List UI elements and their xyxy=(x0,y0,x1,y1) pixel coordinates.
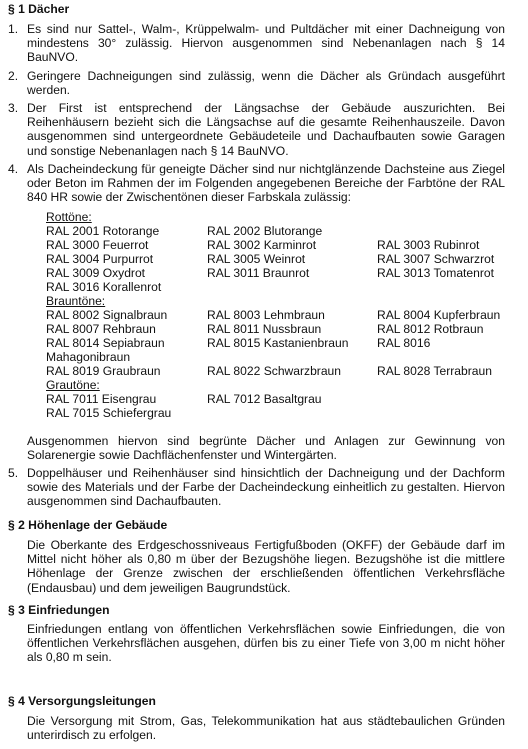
item-1-text: Es sind nur Sattel-, Walm-, Krüppelwalm- und Pultdächer mit einer Dachneigung von mindestens 30° zulässig. Hiervon ausgenommen sind Nebenanlagen nach § 14 BauNVO. xyxy=(27,22,505,65)
item-4-note: Ausgenommen hiervon sind begrünte Dächer und Anlagen zur Gewinnung von Solarenergie sowie Dachflächenfenster und Wintergärten. xyxy=(27,434,505,463)
color-entry: RAL 7012 Basaltgrau xyxy=(207,392,322,406)
item-3-text: Der First ist entsprechend der Längsachse der Gebäude auszurichten. Bei Reihenhäusern bezieht sich die Längsachse auf die gesamte Reihenhauszeile. Davon ausgenommen sind untergeordnete Gebäudeteile und Dachaufbauten sowie Garagen und sonstige Nebenanlagen nach § 14 BauNVO. xyxy=(27,101,505,158)
item-4-text: Als Dacheindeckung für geneigte Dächer sind nur nichtglänzende Dachsteine aus Ziegel oder Beton im Rahmen der im Folgenden angegebenen Bereiche der Farbtöne der RAL 840 HR sowie der Zwischentönen dieser Farbskala zulässig: xyxy=(27,162,505,205)
color-entry: RAL 7011 Eisengrau xyxy=(46,392,157,406)
color-entry: RAL 8007 Rehbraun xyxy=(46,322,156,336)
item-4-number: 4. xyxy=(8,162,19,176)
brown-tones-label: Brauntöne: xyxy=(46,294,106,308)
color-entry: RAL 8002 Signalbraun xyxy=(46,308,168,322)
red-tones-label: Rottöne: xyxy=(46,210,92,224)
grey-tones-label: Grautöne: xyxy=(46,378,100,392)
item-2-number: 2. xyxy=(8,69,19,83)
color-entry: RAL 8012 Rotbraun xyxy=(377,322,484,336)
color-entry: RAL 8004 Kupferbraun xyxy=(377,308,501,322)
color-entry: RAL 8003 Lehmbraun xyxy=(207,308,325,322)
color-entry: RAL 2001 Rotorange xyxy=(46,224,160,238)
color-entry: RAL 8016 xyxy=(377,336,431,350)
color-entry: RAL 8028 Terrabraun xyxy=(377,364,492,378)
color-entry: RAL 3016 Korallenrot xyxy=(46,280,162,294)
color-entry: RAL 8011 Nussbraun xyxy=(207,322,322,336)
section-4-text: Die Versorgung mit Strom, Gas, Telekommunikation hat aus städtebaulichen Gründen unterirdisch zu erfolgen. xyxy=(27,714,505,743)
section-4-heading: § 4 Versorgungsleitungen xyxy=(8,694,156,708)
color-entry: RAL 3007 Schwarzrot xyxy=(377,252,495,266)
section-2-heading: § 2 Höhenlage der Gebäude xyxy=(8,518,168,532)
color-entry: RAL 8014 Sepiabraun xyxy=(46,336,165,350)
section-3-heading: § 3 Einfriedungen xyxy=(8,603,110,617)
color-entry: RAL 3011 Braunrot xyxy=(207,266,310,280)
color-entry: RAL 3003 Rubinrot xyxy=(377,238,480,252)
color-entry: RAL 3004 Purpurrot xyxy=(46,252,154,266)
color-entry: RAL 2002 Blutorange xyxy=(207,224,323,238)
section-1-heading: § 1 Dächer xyxy=(8,2,70,16)
color-entry: Mahagonibraun xyxy=(46,350,131,364)
color-entry: RAL 8022 Schwarzbraun xyxy=(207,364,342,378)
color-entry: RAL 8019 Graubraun xyxy=(46,364,161,378)
color-entry: RAL 3005 Weinrot xyxy=(207,252,306,266)
item-2-text: Geringere Dachneigungen sind zulässig, wenn die Dächer als Gründach ausgeführt werden. xyxy=(27,69,505,98)
item-5-number: 5. xyxy=(8,466,19,480)
color-entry: RAL 3013 Tomatenrot xyxy=(377,266,494,280)
color-entry: RAL 8015 Kastanienbraun xyxy=(207,336,349,350)
section-3-text: Einfriedungen entlang von öffentlichen Verkehrsflächen sowie Einfriedungen, die von öffentlichen Verkehrsflächen ausgehen, dürfen bis zu einer Tiefe von 3,00 m nicht höher als 0,80 m sein. xyxy=(27,622,505,665)
color-entry: RAL 7015 Schiefergrau xyxy=(46,406,172,420)
item-5-text: Doppelhäuser und Reihenhäuser sind hinsichtlich der Dachneigung und der Dachform sowie des Materials und der Farbe der Dacheindeckung einheitlich zu gestalten. Hiervon ausgenommen sind Dachaufbauten. xyxy=(27,466,505,509)
color-entry: RAL 3002 Karminrot xyxy=(207,238,317,252)
section-2-text: Die Oberkante des Erdgeschossniveaus Fertigfußboden (OKFF) der Gebäude darf im Mittel nicht höher als 0,80 m über der Bezugshöhe liegen. Bezugshöhe ist die mittlere Höhenlage der Grenze zwischen der erschließenden öffentlichen Verkehrsfläche (Endausbau) und dem jeweiligen Baugrundstück. xyxy=(27,538,505,595)
color-entry: RAL 3009 Oxydrot xyxy=(46,266,146,280)
item-1-number: 1. xyxy=(8,22,19,36)
color-entry: RAL 3000 Feuerrot xyxy=(46,238,149,252)
item-3-number: 3. xyxy=(8,101,19,115)
